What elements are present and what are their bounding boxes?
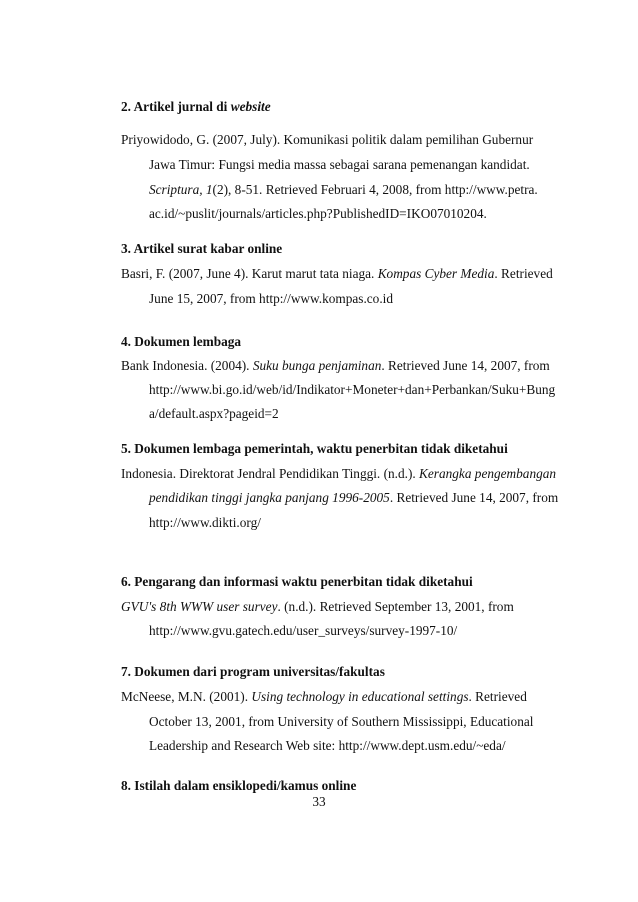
reference-line — [121, 599, 514, 615]
text-run: Basri, F. (2007, June 4). Karut marut tata niaga. — [121, 266, 378, 281]
text-run: 7. Dokumen dari program universitas/fakultas — [121, 664, 385, 679]
section-heading — [121, 99, 271, 115]
text-run: 6. Pengarang dan informasi waktu penerbitan tidak diketahui — [121, 574, 473, 589]
text-run: Leadership and Research Web site: http://www.dept.usm.edu/~eda/ — [149, 738, 506, 753]
text-run: http://www.gvu.gatech.edu/user_surveys/survey-1997-10/ — [149, 623, 458, 638]
reference-line — [121, 689, 527, 705]
text-run: . (n.d.). Retrieved September 13, 2001, from — [277, 599, 514, 614]
text-run: http://www.bi.go.id/web/id/Indikator+Moneter+dan+Perbankan/Suku+Bung — [149, 382, 556, 397]
text-run: 2. Artikel jurnal di — [121, 99, 231, 114]
italic-text-run: Using technology in educational settings — [251, 689, 469, 704]
italic-text-run: website — [230, 99, 271, 114]
text-run: 5. Dokumen lembaga pemerintah, waktu penerbitan tidak diketahui — [121, 441, 508, 456]
reference-line — [121, 466, 556, 482]
text-run: June 15, 2007, from http://www.kompas.co.id — [149, 291, 393, 306]
text-run: . Retrieved — [494, 266, 553, 281]
reference-line — [149, 182, 538, 198]
text-run: . Retrieved June 14, 2007, from — [381, 358, 550, 373]
text-run: a/default.aspx?pageid=2 — [149, 406, 279, 421]
text-run: Priyowidodo, G. (2007, July). Komunikasi politik dalam pemilihan Gubernur — [121, 132, 534, 147]
reference-line — [149, 206, 487, 222]
text-run: 3. Artikel surat kabar online — [121, 241, 283, 256]
italic-text-run: GVU's 8th WWW user survey — [121, 599, 278, 614]
text-run: ac.id/~puslit/journals/articles.php?PublishedID=IKO07010204. — [149, 206, 487, 221]
text-run: October 13, 2001, from University of Southern Mississippi, Educational — [149, 714, 534, 729]
text-run: McNeese, M.N. (2001). — [121, 689, 252, 704]
reference-line — [149, 406, 279, 422]
page-number: 33 — [312, 794, 326, 809]
text-run: . Retrieved — [468, 689, 527, 704]
italic-text-run: Kompas Cyber Media — [377, 266, 495, 281]
text-run: (2), 8-51. Retrieved Februari 4, 2008, from http://www.petra. — [212, 182, 538, 197]
reference-line — [121, 358, 550, 374]
reference-line — [121, 132, 533, 148]
text-run: Jawa Timur: Fungsi media massa sebagai sarana pemenangan kandidat. — [149, 157, 530, 172]
reference-line — [149, 490, 558, 506]
italic-text-run: Scriptura, 1 — [149, 182, 213, 197]
section-heading — [121, 441, 508, 457]
section-heading — [121, 778, 356, 794]
text-run: 4. Dokumen lembaga — [121, 334, 242, 349]
reference-line — [149, 291, 393, 307]
text-run: Indonesia. Direktorat Jendral Pendidikan Tinggi. (n.d.). — [121, 466, 420, 481]
text-run: http://www.dikti.org/ — [149, 515, 261, 530]
text-run: . Retrieved June 14, 2007, from — [389, 490, 559, 505]
reference-line — [149, 714, 533, 730]
text-run: 8. Istilah dalam ensiklopedi/kamus online — [121, 778, 357, 793]
section-heading — [121, 664, 385, 680]
reference-line — [149, 157, 530, 173]
italic-text-run: Suku bunga penjaminan — [252, 358, 382, 373]
italic-text-run: Kerangka pengembangan — [419, 466, 557, 481]
reference-line — [149, 738, 506, 754]
reference-line — [121, 266, 553, 282]
section-heading — [121, 574, 473, 590]
text-run: Bank Indonesia. (2004). — [121, 358, 253, 373]
section-heading — [121, 241, 282, 257]
italic-text-run: pendidikan tinggi jangka panjang 1996-2005 — [149, 490, 390, 505]
reference-line — [149, 623, 457, 639]
reference-line — [149, 382, 555, 398]
section-heading — [121, 334, 241, 350]
reference-line — [149, 515, 261, 531]
